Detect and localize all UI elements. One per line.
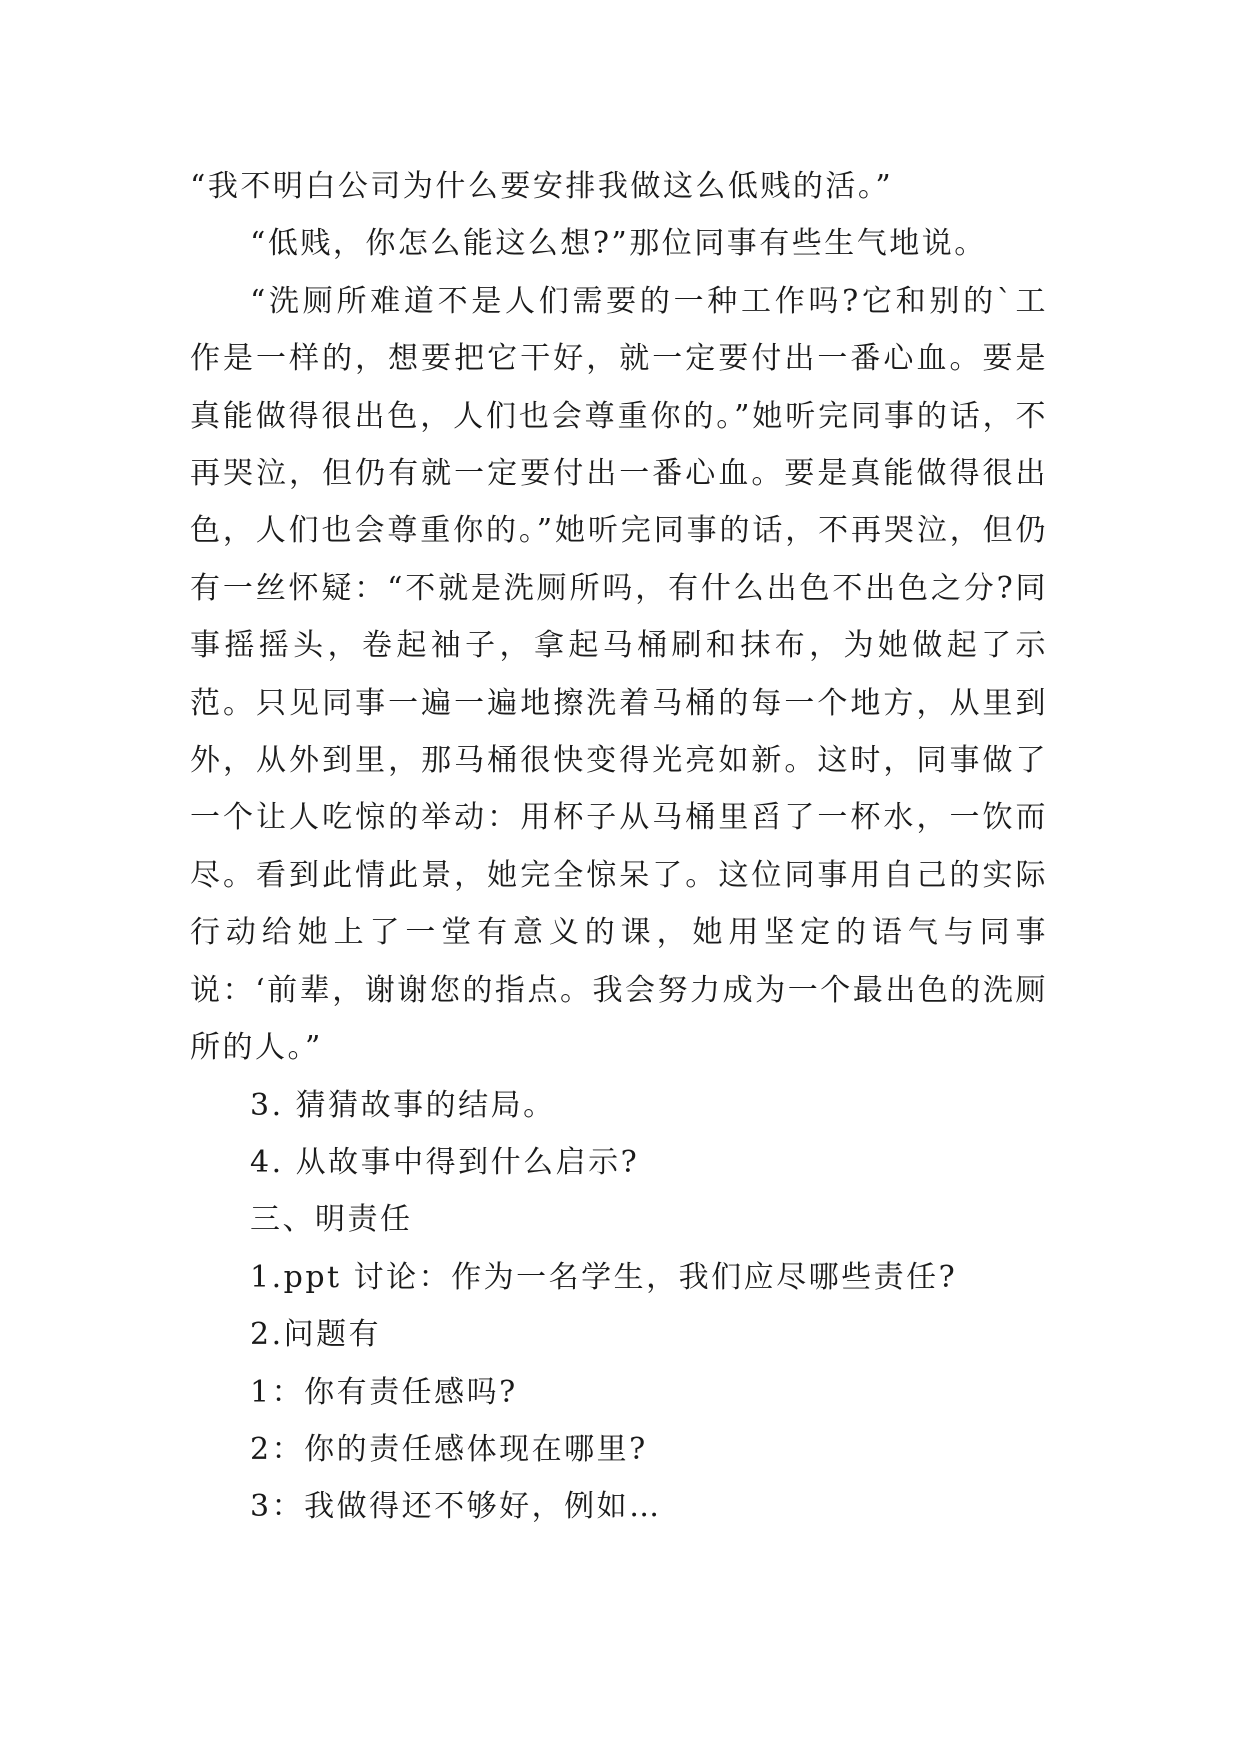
question-1: 1：你有责任感吗?	[250, 1374, 518, 1410]
paragraph-2: “低贱，你怎么能这么想?”那位同事有些生气地说。	[250, 226, 987, 262]
question-3: 3：我做得还不够好，例如…	[250, 1489, 662, 1525]
section-heading: 三、明责任	[250, 1202, 413, 1238]
discussion-item-2: 2.问题有	[250, 1317, 382, 1353]
paragraph-1: “我不明白公司为什么要安排我做这么低贱的活。”	[190, 169, 894, 204]
paragraph-3: “洗厕所难道不是人们需要的一种工作吗?它和别的`工作是一样的，想要把它干好，就一定要付出一番心血。要是真能做得很出色，人们也会尊重你的。”她听完同事的话，不再哭泣，但仍有就一定要付出一番心血。要是真能做得很出色，人们也会尊重你的。”她听完同事的话，不再哭泣，但仍有一丝怀疑：“不就是洗厕所吗，有什么出色不出色之分?同事摇摇头，卷起袖子，拿起马桶刷和抹布，为她做起了示范。只见同事一遍一遍地擦洗着马桶的每一个地方，从里到外，从外到里，那马桶很快变得光亮如新。这时，同事做了一个让人吃惊的举动：用杯子从马桶里舀了一杯水，一饮而尽。看到此情此景，她完全惊呆了。这位同事用自己的实际行动给她上了一堂有意义的课，她用坚定的语气与同事说：‘前辈，谢谢您的指点。我会努力成为一个最出色的洗厕所的人。”	[190, 283, 1048, 1066]
question-item-3: 3. 猜猜故事的结局。	[250, 1087, 556, 1123]
discussion-item-1: 1.ppt 讨论：作为一名学生，我们应尽哪些责任?	[250, 1259, 958, 1295]
question-item-4: 4. 从故事中得到什么启示?	[250, 1144, 640, 1180]
question-2: 2：你的责任感体现在哪里?	[250, 1431, 648, 1467]
document-body	[190, 158, 1048, 1536]
